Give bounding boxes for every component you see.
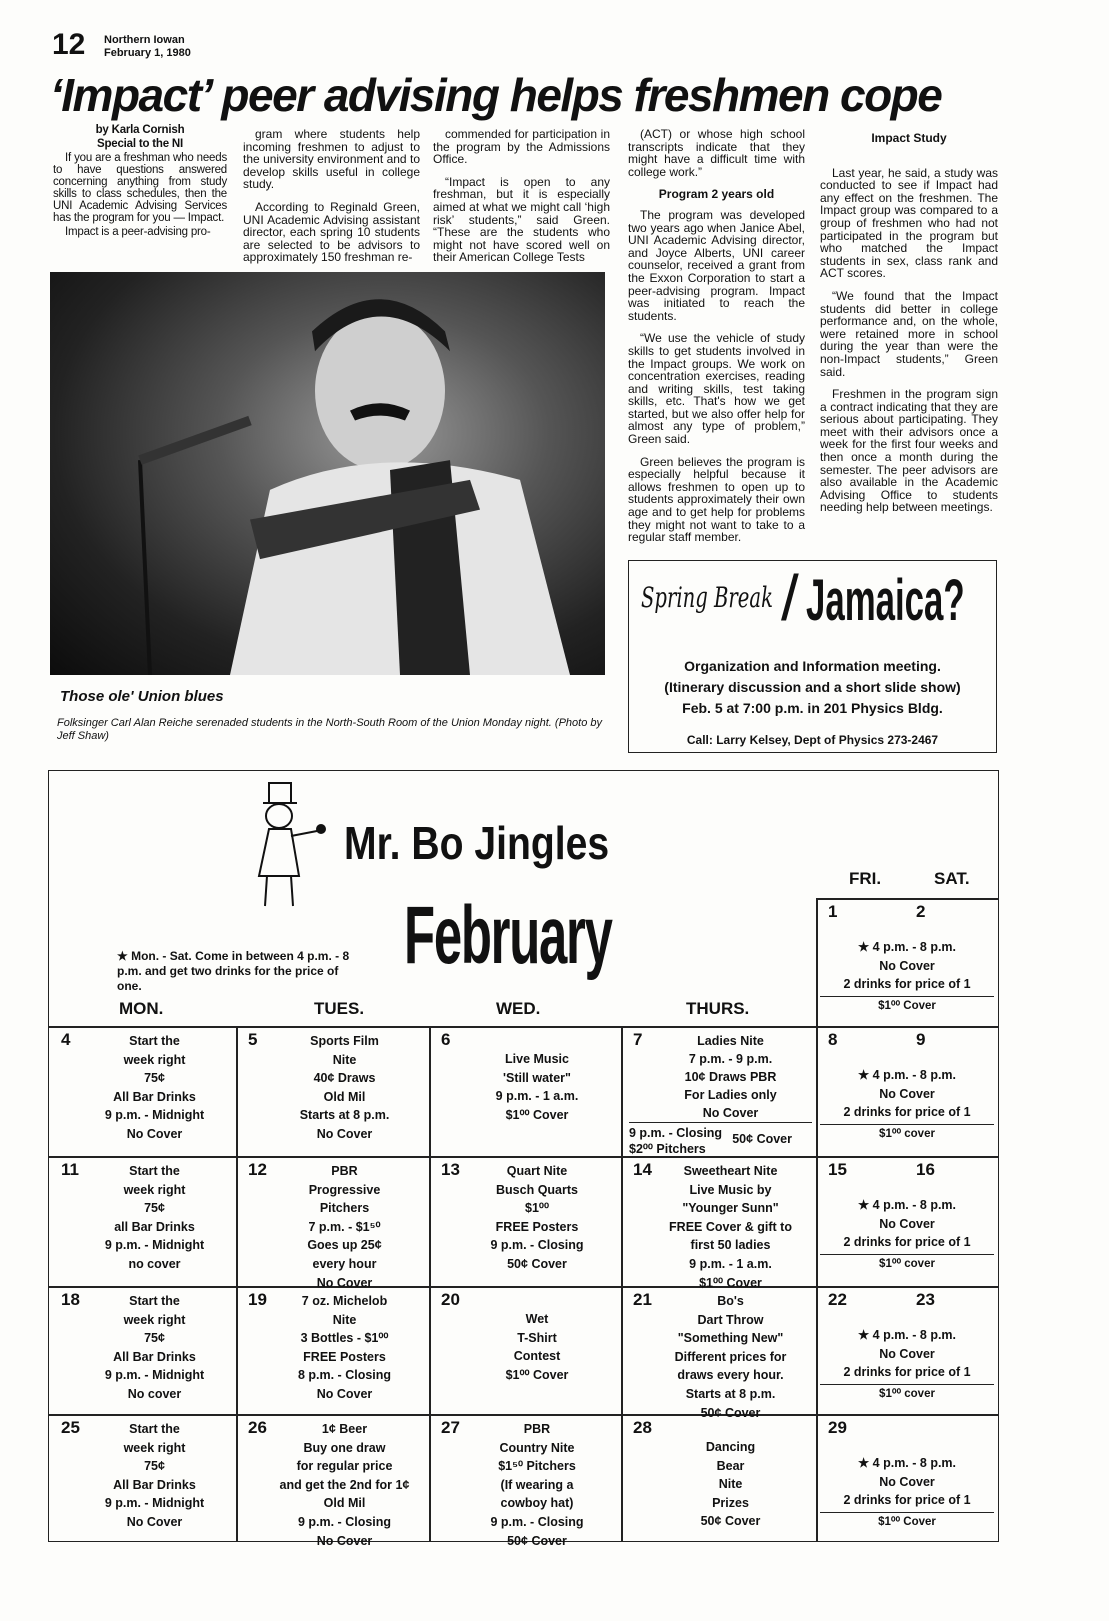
event-line: week right [123,1440,186,1455]
weekend-line: 2 drinks for price of 1 [843,977,971,992]
calendar-day-cell [621,1414,816,1541]
event-line: Bear [716,1458,745,1473]
event-line: PBR [331,1164,358,1178]
day-header-tue: TUES. [314,999,365,1018]
calendar-day-cell [49,1026,236,1156]
event-line: T-Shirt [517,1330,557,1345]
event-line: Prizes [712,1495,749,1510]
ad-jamaica: Jamaica? [806,568,965,633]
article-paragraph: “We use the vehicle of study skills to get students involved in the Impact groups. We work on concentration exercises, reading and writing skills, test taking skills, etc. That's how we get started, but we also offer help for almost any type of problem,” Green said. [628,331,805,447]
photo-caption: Folksinger Carl Alan Reiche serenaded students in the North-South Room of the Union Monday night. (Photo by Jeff Shaw) [57,717,603,742]
event-line: 3 Bottles - $1⁰⁰ [300,1331,389,1346]
event-line: All Bar Drinks [113,1477,196,1492]
event-line: 40¢ Draws [313,1071,376,1086]
event-line: FREE Posters [495,1219,579,1234]
article-paragraph: Last year, he said, a study was conducted to see if Impact had any effect on the freshmen. The Impact group was compared to a group of freshmen who had not participated in the program but who matched the Impact students in sex, class rank and ACT scores. [820,165,998,281]
event-line [457,1032,617,1050]
ad-contact: Call: Larry Kelsey, Dept of Physics 273-2467 [686,733,939,747]
event-line: Busch Quarts [496,1182,578,1197]
weekend-cover: $1⁰⁰ cover [820,1384,994,1404]
event-line: All Bar Drinks [113,1349,196,1364]
event-line: every hour [312,1256,377,1271]
weekend-special [820,938,994,1015]
calendar-day-cell [621,1026,816,1156]
weekend-cell [816,1286,998,1414]
saturday-number: 23 [916,1290,935,1309]
event-line: Starts at 8 p.m. [685,1386,776,1401]
event-line: "Something New" [677,1331,784,1346]
friday-number: 22 [828,1290,847,1309]
article-paragraph: “Impact is open to any freshman, but it is especially aimed at what we might call ‘high risk’ students,” said Green. “These are the students who might not have scored well on their American College Tests [433,174,610,265]
event-details [457,1292,617,1384]
event-details [649,1420,812,1531]
event-line: No Cover [126,1126,183,1141]
event-line: Goes up 25¢ [307,1238,382,1253]
event-details [264,1162,425,1292]
day-number: 19 [248,1290,267,1309]
event-line: 75¢ [144,1459,165,1474]
late-special [629,1122,812,1157]
article-column-4 [628,128,805,554]
weekend-line: No Cover [879,1474,935,1489]
event-line: 10¢ Draws PBR [684,1070,777,1084]
event-line: 9 p.m. - Midnight [104,1368,205,1383]
mascot-illustration [239,781,329,911]
masthead [104,34,191,60]
subhead: Impact Study [871,131,947,145]
day-header-fri: FRI. [849,869,882,888]
event-line: 7 oz. Michelob [301,1294,388,1308]
event-line: Contest [513,1349,561,1364]
event-line: Pitchers [319,1201,370,1216]
event-line: cowboy hat) [500,1496,574,1511]
ad-line-3: Feb. 5 at 7:00 p.m. in 201 Physics Bldg. [682,700,943,716]
day-number: 25 [61,1418,80,1437]
friday-number: 8 [828,1030,838,1049]
weekend-line: ★ 4 p.m. - 8 p.m. [857,940,957,954]
event-line [649,1420,812,1438]
calendar-day-cell [236,1156,429,1290]
weekend-special [820,1196,994,1273]
event-line: 9 p.m. - Midnight [104,1108,205,1123]
weekend-cell [816,1414,998,1541]
weekend-special [820,1454,994,1531]
article-paragraph: commended for participation in the program by the Admissions Office. [433,127,610,167]
event-line: 75¢ [144,1201,165,1216]
weekend-line: 2 drinks for price of 1 [843,1365,971,1380]
event-line: FREE Cover & gift to [669,1219,792,1234]
article-column-5 [820,128,998,524]
event-details [649,1162,812,1292]
event-line: Dancing [705,1440,756,1454]
ad-line-1: Organization and Information meeting. [684,658,941,674]
day-header-sat: SAT. [934,869,970,888]
weekend-cover: $1⁰⁰ cover [820,1254,994,1274]
event-line: 7 p.m. - $1⁵⁰ [308,1219,381,1234]
day-header-wed: WED. [496,999,541,1018]
event-details [77,1420,232,1532]
photo-folksinger [50,272,605,675]
event-line: Dart Throw [697,1312,764,1327]
event-line: Nite [718,1477,743,1492]
calendar-day-cell [429,1026,621,1156]
article-paragraph: If you are a freshman who needs to have questions answered concerning anything from study skills to class schedules, then the UNI Academic Advising Services has the program for you — Impact. [53,152,227,224]
ad-spring-break: Spring Break [641,581,773,614]
weekend-line: No Cover [879,1216,935,1231]
byline-affiliation: Special to the NI [96,138,184,150]
event-line: $1⁰⁰ [525,1201,549,1216]
saturday-number: 9 [916,1030,926,1049]
article-paragraph: Green believes the program is especially helpful because it allows freshmen to open up to students approximately their own age and to get help for problems they might not want to take to a regular staff member. [628,454,805,545]
article-paragraph: According to Reginald Green, UNI Academic Advising assistant director, each spring 10 students are selected to be advisors to approximately 150 freshman re- [243,199,420,265]
event-line: Old Mil [323,1089,366,1104]
event-line: 7 p.m. - 9 p.m. [688,1052,773,1066]
calendar-day-cell [621,1286,816,1420]
event-line: 9 p.m. - Midnight [104,1496,205,1511]
event-line: No Cover [316,1275,373,1290]
event-details [457,1162,617,1274]
event-line: 'Still water" [503,1070,571,1085]
event-line: 50¢ Cover [700,1405,761,1420]
event-line: 50¢ Cover [507,1256,567,1271]
event-line: (If wearing a [500,1477,574,1492]
article-paragraph: (ACT) or whose high school transcripts indicate that they might have a difficult time with college work.” [628,127,805,179]
day-number: 14 [633,1160,652,1179]
event-line: Start the [129,1294,180,1308]
weekend-line: ★ 4 p.m. - 8 p.m. [857,1328,957,1342]
weekend-cell [816,1026,998,1156]
weekend-line: ★ 4 p.m. - 8 p.m. [857,1068,957,1082]
event-line: Live Music by [689,1182,772,1197]
bo-jingles-calendar-ad [48,770,999,1548]
weekend-line: 2 drinks for price of 1 [843,1105,971,1120]
event-line: No Cover [316,1126,373,1141]
article-paragraph: The program was developed two years ago when Janice Abel, UNI Academic Advising director, and Joyce Alberts, UNI career counselor, received a grant from the Exxon Corporation to start a peer-advising program. Impact was initiated to reach the students. [628,207,805,323]
event-line: Nite [332,1312,357,1327]
day-number: 21 [633,1290,652,1309]
ad-slash: / [781,562,799,634]
day-number: 28 [633,1418,652,1437]
late-special-cover: 50¢ Cover [732,1132,792,1146]
day-number: 18 [61,1290,80,1309]
event-line: No Cover [316,1386,373,1401]
event-line: for regular price [296,1459,393,1474]
event-line: Progressive [308,1182,381,1197]
subhead: Program 2 years old [658,187,775,202]
event-details [457,1032,617,1124]
day-number: 26 [248,1418,267,1437]
day-number: 20 [441,1290,460,1309]
month-title: February [404,890,612,981]
friday-number: 15 [828,1160,847,1179]
byline: by Karla Cornish [95,124,185,136]
event-line: Start the [129,1034,180,1048]
event-line: $1⁵⁰ Pitchers [498,1459,576,1474]
day-number: 13 [441,1160,460,1179]
event-details [264,1032,425,1144]
event-line: FREE Posters [303,1349,386,1364]
calendar-day-cell [49,1286,236,1414]
event-line: Start the [129,1422,180,1436]
calendar-day-cell [49,1156,236,1286]
day-number: 4 [61,1030,71,1049]
calendar-day-cell [236,1026,429,1156]
event-line: No Cover [316,1533,373,1548]
calendar-day-cell [429,1414,621,1548]
weekend-cover: $1⁰⁰ Cover [820,1512,994,1532]
event-line: 1¢ Beer [321,1422,368,1436]
article-paragraph: Impact is a peer-advising pro- [65,226,211,238]
event-line: Old Mil [323,1496,366,1511]
event-details [264,1420,425,1550]
page-number: 12 [52,28,86,61]
day-number: 5 [248,1030,258,1049]
event-line: Sweetheart Nite [683,1164,778,1178]
event-line: Start the [129,1164,180,1178]
weekend-cell [816,898,998,1026]
happy-hour-promo: ★ Mon. - Sat. Come in between 4 p.m. - 8 p.m. and get two drinks for the price of one. [117,949,350,993]
event-line: 9 p.m. - Closing [297,1514,392,1529]
article-paragraph: “We found that the Impact students did better in college performance and, on the whole, were retained more in school during the year than were the non-Impact students,” Green said. [820,288,998,379]
weekend-special [820,1066,994,1143]
event-line: Different prices for [674,1349,787,1364]
spring-break-ad [628,560,997,753]
event-line: week right [123,1052,186,1067]
event-details [77,1292,232,1404]
weekend-cell [816,1156,998,1286]
event-line: 8 p.m. - Closing [297,1368,392,1383]
event-details [649,1292,812,1422]
event-details [77,1032,232,1144]
weekend-line: 2 drinks for price of 1 [843,1235,971,1250]
friday-number: 1 [828,902,838,921]
event-details [457,1420,617,1550]
event-line: 75¢ [144,1071,165,1086]
article-column-1 [53,124,227,240]
event-line: and get the 2nd for 1¢ [279,1477,410,1492]
event-line: Country Nite [499,1440,575,1455]
event-line: 9 p.m. - Midnight [104,1238,205,1253]
paper-name: Northern Iowan [104,34,185,46]
headline: ‘Impact’ peer advising helps freshmen cope [50,69,942,121]
event-line: week right [123,1312,186,1327]
calendar-day-cell [429,1156,621,1286]
weekend-cover: $1⁰⁰ cover [820,1124,994,1144]
event-line: No cover [127,1386,182,1401]
event-line: 50¢ Cover [507,1533,567,1548]
day-header-thu: THURS. [686,999,750,1018]
friday-number: 29 [828,1418,847,1437]
event-line: For Ladies only [684,1088,777,1102]
day-number: 12 [248,1160,267,1179]
weekend-special [820,1326,994,1403]
weekend-line: No Cover [879,1346,935,1361]
day-number: 27 [441,1418,460,1437]
day-header-mon: MON. [119,999,164,1018]
event-line: No Cover [126,1514,183,1529]
event-line: Bo's [717,1294,744,1308]
article-column-2 [243,128,420,274]
event-details [264,1292,425,1404]
weekend-line: 2 drinks for price of 1 [843,1493,971,1508]
calendar-day-cell [49,1414,236,1541]
calendar-day-cell [236,1286,429,1414]
saturday-number: 2 [916,902,926,921]
event-line: $1⁰⁰ Cover [505,1107,569,1122]
day-number: 7 [633,1030,643,1049]
calendar-day-cell [621,1156,816,1290]
article-paragraph: Freshmen in the program sign a contract indicating that they are serious about participating. They meet with their advisors once a week for the first four weeks and then once a month during the semester. The peer advisors are also available in the Academic Advising Office to students needing help between meetings. [820,387,998,515]
weekend-line: No Cover [879,958,935,973]
event-line [457,1292,617,1310]
event-details [77,1162,232,1274]
event-line: Nite [332,1052,357,1067]
event-line: 75¢ [144,1331,165,1346]
event-line: All Bar Drinks [113,1089,196,1104]
weekend-line: No Cover [879,1086,935,1101]
ad-line-2: (Itinerary discussion and a short slide show) [664,679,961,695]
issue-date: February 1, 1980 [104,47,191,59]
event-line: $1⁰⁰ Cover [699,1275,762,1290]
day-number: 6 [441,1030,451,1049]
saturday-number: 16 [916,1160,935,1179]
photo-caption-title: Those ole' Union blues [60,688,224,705]
weekend-line: ★ 4 p.m. - 8 p.m. [857,1456,957,1470]
calendar-day-cell [236,1414,429,1548]
event-line: Live Music [505,1052,569,1066]
calendar-day-cell [429,1286,621,1414]
bar-name-title: Mr. Bo Jingles [344,817,610,869]
event-line: Sports Film [310,1034,379,1048]
day-number: 11 [61,1160,79,1179]
event-line: all Bar Drinks [114,1219,195,1234]
weekend-line: ★ 4 p.m. - 8 p.m. [857,1198,957,1212]
event-line: 50¢ Cover [700,1514,761,1529]
event-line: Wet [525,1312,549,1326]
event-line: first 50 ladies [690,1238,771,1253]
article-paragraph: gram where students help incoming freshmen to adjust to the university environment and to develop skills useful in college study. [243,127,420,192]
late-special-price: $2⁰⁰ Pitchers [629,1142,706,1156]
event-details [649,1032,812,1122]
event-line: 9 p.m. - Closing [490,1514,584,1529]
event-line: PBR [523,1422,551,1436]
event-line: Buy one draw [303,1440,386,1455]
weekend-cover: $1⁰⁰ Cover [820,996,994,1016]
event-line: draws every hour. [677,1368,784,1383]
event-line: $1⁰⁰ Cover [505,1367,569,1382]
event-line: no cover [128,1256,181,1271]
article-column-3 [433,128,610,274]
event-line: 9 p.m. - 1 a.m. [495,1089,579,1104]
event-line: No Cover [702,1106,759,1120]
event-line: Starts at 8 p.m. [299,1108,390,1123]
event-line: 9 p.m. - 1 a.m. [689,1256,772,1271]
event-line: week right [123,1182,186,1197]
event-line: Ladies Nite [697,1034,764,1048]
late-special-time: 9 p.m. - Closing [629,1126,723,1140]
event-line: 9 p.m. - Closing [490,1238,584,1253]
event-line: "Younger Sunn" [682,1201,779,1216]
event-line: Quart Nite [506,1164,568,1178]
